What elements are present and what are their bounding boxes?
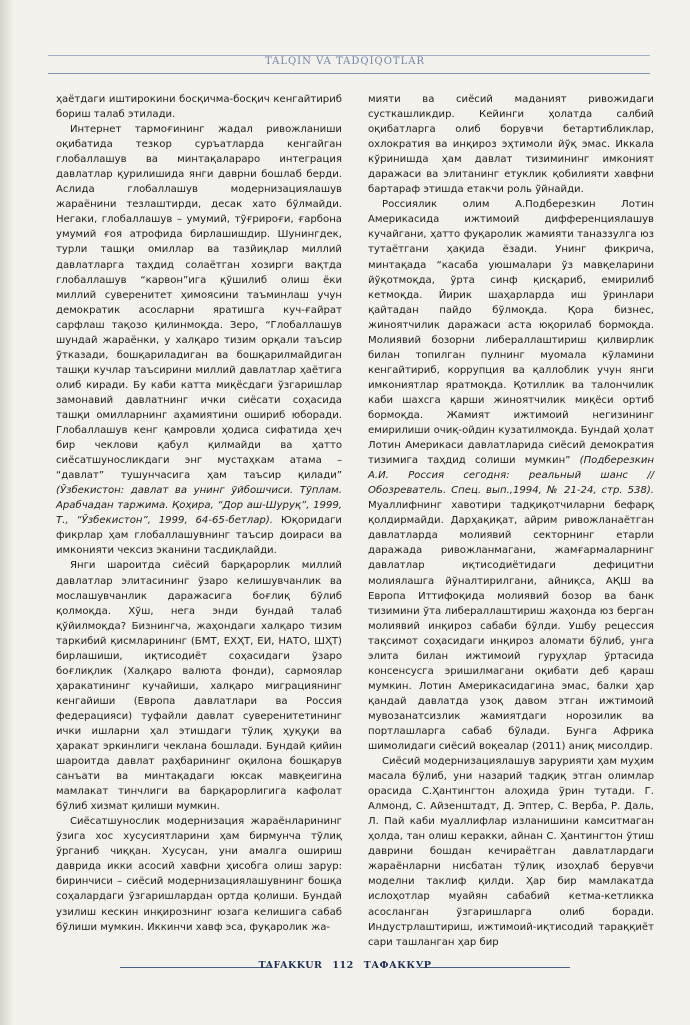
journal-name-latin: TAFAKKUR bbox=[258, 960, 323, 971]
paragraph: Янги шароитда сиёсий барқарорлик миллий давлатлар элитасининг ўзаро келишувчанлик ва мослашувчанлик даражасига боғлиқ бўлиб қолмоқда. Хўш, нега энди бундай талаб қўйилмоқда? Бизнингча, жаҳондаги халқаро тизим таркибий қисмларининг (БМТ, ЕХҲТ, ЕИ, НАТО, ШҲТ) бирлашиши, иқтисодиёт соҳасидаги ўзаро боғлиқлик (Халқаро валюта фонди), сармоялар ҳаракатининг кучайиши, халқаро миграциянинг кенгайиши (Европа давлатлари ва Россия федерацияси) туфайли давлат суверенитетининг ички ишларни ҳал этишдаги тўлиқ ҳуқуқи ва ҳаракат эркинлиги чеклана бошлади. Бундай қийин шароитда давлат раҳбарининг оқилона бошқарув санъати ва минтақадаги юксак мавқеигина мамлакат тинчлиги ва барқарорлигига кафолат бўлиб хизмат қилиши мумкин. bbox=[56, 560, 342, 813]
paragraph: ҳаётдаги иштирокини босқичма-босқич кенгайтириб бориш талаб этилади. bbox=[56, 94, 342, 121]
citation: (Ўзбекистон: давлат ва унинг ўйбошчиси. Тўплам. Арабчадан таржима. Қоҳира, “Дор аш-Шуруқ”, 1999, Т., “Ўзбекистон”, 1999, 64-65-бетлар). bbox=[56, 485, 342, 527]
header-rule bbox=[48, 73, 650, 74]
paragraph-text: Муаллифнинг хавотири тадқиқотчиларни бефарқ қолдирмайди. Дарҳақиқат, айрим ривожланаётган давлатларда молиявий секторнинг етарли даражада ривожланмагани, жамғармаларнинг давлатлар иқтисодиётидаги дефицитни молиялашга йўналтирилгани, айниқса, АҚШ ва Европа Иттифоқида молиявий бозор ва банк тизимини ўта либераллаштириш жаҳонда юз берган молиявий инқироз сабаби бўлди. Ушбу рецессия тақсимот соҳасидаги инқироз аломати бўлиб, унга элита билан ижтимоий гуруҳлар ўртасида консенсусга эришилмагани оқибати деб қараш мумкин. Лотин Америкасидагина эмас, балки ҳар қандай давлатда узоқ давом этган ижтимоий мувозанатсизлик жамиятдаги норозилик ва портлашларга сабаб бўлади. Бунга Африка шимолидаги сиёсий воқеалар (2011) аниқ мисолдир. bbox=[368, 500, 654, 753]
page-footer bbox=[0, 960, 690, 974]
paragraph-text: Интернет тармоғининг жадал ривожланиши оқибатида тезкор суръатларда кенгайган глобаллашув ва минтақалараро интеграция давлатлар қурилишида янги даврни бошлаб берди. Аслида глобаллашув модернизациялашув жараёнини тезлаштирди, десак хато бўлмайди. Негаки, глобаллашув – умумий, тўғрироғи, ғарбона умумий ғоя атрофида бирлашишдир. Шунингдек, турли ташқи омиллар ва тазйиқлар миллий давлатларга таҳдид солаётган хозирги вақтда глобаллашув “карвон”ига қўшилиб олиш ёки миллий суверенитет ҳимоясини таъминлаш учун демократик асосларни яратишга куч-ғайрат сарфлаш тақозо қилинмоқда. Зеро, “Глобаллашув шундай жараёнки, у халқаро тизим орқали таъсир ўтказади, бошқариладиган ва бошқарилмайдиган ташқи кучлар таъсирини миллий давлатлар ҳаётига олиб киради. Бу каби катта миқёсдаги ўзгаришлар замонавий давлатнинг ички сиёсати соҳасида ташқи омилларнинг аҳамиятини ошириб юборади. Глобаллашув кенг қамровли ҳодиса сифатида ҳеч бир чеклови қабул қилмайди ва ҳатто сиёсатшуносликдаги энг мустаҳкам атама – “давлат” тушунчасига ҳам таъсир қилади” bbox=[56, 124, 342, 482]
page-number: 112 bbox=[332, 960, 354, 971]
paragraph bbox=[56, 122, 342, 558]
right-column bbox=[368, 92, 654, 950]
paragraph-text: Юқоридаги фикрлар ҳам глобаллашувнинг таъсир доираси ва имконияти чексиз эканини тасдиқлайди. bbox=[56, 515, 342, 557]
journal-name-cyrillic: ТАФАККУР bbox=[363, 960, 432, 971]
left-column bbox=[56, 92, 342, 935]
footer-text bbox=[0, 960, 690, 971]
paragraph: Сиёсатшунослик модернизация жараёнларининг ўзига хос хусусиятларини ҳам бирмунча тўлиқ ўрганиб чиққан. Хусусан, уни амалга ошириш даврида икки асосий хавфни ҳисобга олиш зарур: биринчиси – сиёсий модернизациялашувнинг бошқа соҳалардаги ўзгаришлардан ортда қолиши. Бундай узилиш кескин инқирознинг юзага келишига сабаб бўлиши мумкин. Иккинчи хавф эса, фуқаролик жа- bbox=[56, 816, 342, 933]
citation: (Подберезкин А.И. Россия сегодня: реальный шанс // Обозреватель. Спец. вып.,1994, № 21-24, стр. 538). bbox=[368, 455, 654, 497]
paragraph-text: Россиялик олим А.Подберезкин Лотин Америкасида ижтимоий дифференциялашув кучайгани, ҳатто фуқаролик жамияти таназзулга юз тутаётгани ҳақида ёзади. Унинг фикрича, минтақада “касаба уюшмалари ўз мавқеларини йўқотмоқда, ўрта синф қисқариб, емирилиб кетмоқда. Йирик шаҳарларда иш ўринлари қайтадан пайдо бўлмоқда. Қора бизнес, жиноятчилик даражаси аста юқорилаб бормоқда. Молиявий бозорни либераллаштириш қилвирлик билан топилган пулнинг муомала кўламини кенгайтириб, коррупция ва қаллоблик учун янги имкониятлар яратмоқда. Қотиллик ва талончилик каби шахсга қарши жиноятчилик миқёси ортиб бормоқда. Жамият ижтимоий негизининг емирилиши очиқ-ойдин кузатилмоқда. Бундай ҳолат Лотин Америкаси давлатларида сиёсий демократия тизимига таҳдид солиши мумкин” bbox=[368, 199, 654, 467]
running-header: TALQIN VA TADQIQOTLAR bbox=[265, 56, 425, 67]
paragraph: мияти ва сиёсий маданият ривожидаги сусткашликдир. Кейинги ҳолатда салбий оқибатларга олиб борувчи бетартибликлар, охлократия ва инқироз эҳтимоли йўқ эмас. Иккала кўринишда ҳам давлат тизимининг имконият даражаси ва элитанинг етуклик қобилияти хавфни бартараф этишда етакчи роль ўйнайди. bbox=[368, 94, 654, 196]
paragraph: Сиёсий модернизациялашув зарурияти ҳам муҳим масала бўлиб, уни назарий тадқиқ этган олимлар орасида С.Ҳантингтон алоҳида ўрин тутади. Г. Алмонд, С. Айзенштадт, Д. Эптер, С. Верба, Р. Даль, Л. Пай каби муаллифлар изланишини камситмаган ҳолда, тан олиш керакки, айнан С. Ҳантингтон ўтиш даврини бошдан кечираётган давлатлардаги жараёнларни нисбатан тўлиқ изоҳлаб берувчи моделни таклиф қилди. Ҳар бир мамлакатда ислоҳотлар муайян сабабий кетма-кетликка асосланган ўзгаришларга олиб боради. Индустрлаштириш, ижтимоий-иқтисодий тараққиёт сари ташланган ҳар бир bbox=[368, 756, 654, 948]
paragraph bbox=[368, 197, 654, 754]
binding-shadow bbox=[0, 0, 14, 1025]
